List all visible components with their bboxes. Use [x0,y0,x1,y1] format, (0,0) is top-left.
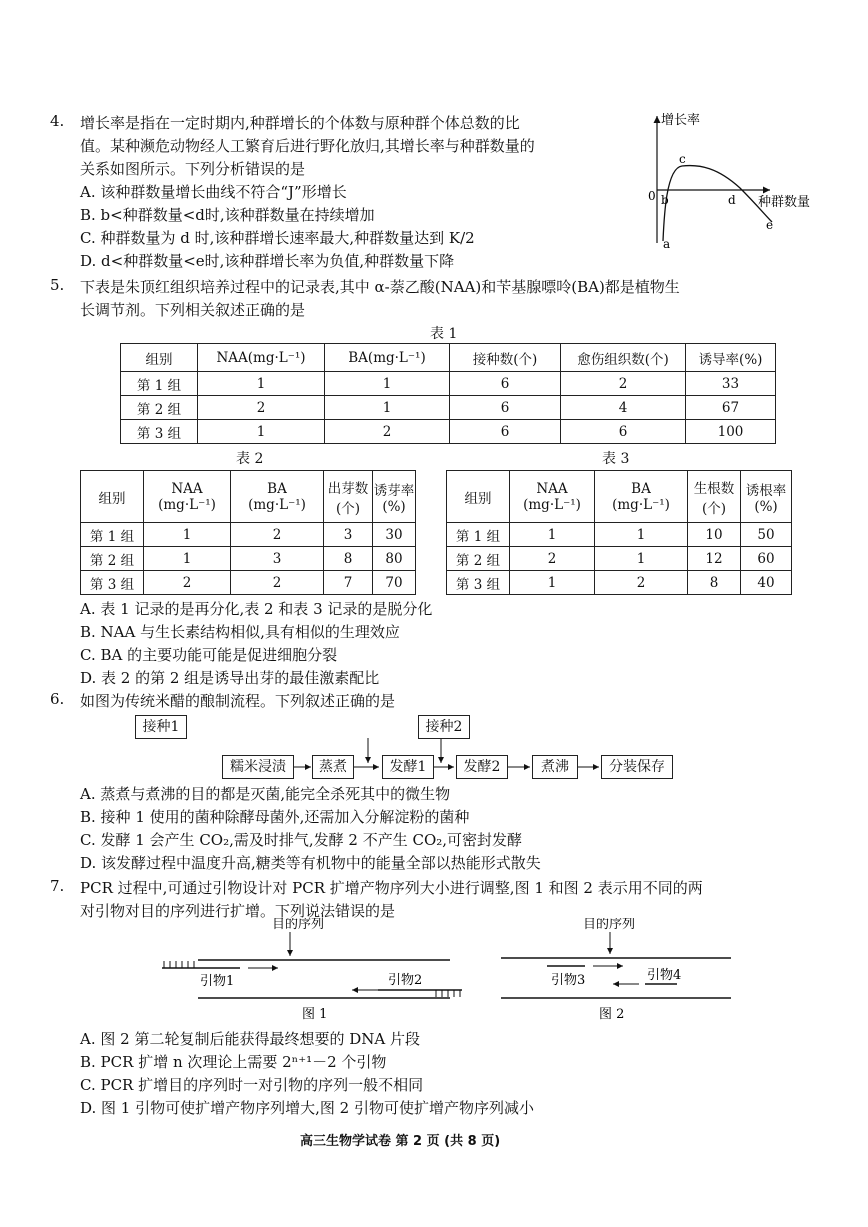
table-cell: 1 [510,523,595,547]
table-cell: 1 [198,372,325,396]
point-b-label: b [661,193,669,207]
page-footer: 高三生物学试卷 第 2 页 (共 8 页) [300,1134,501,1149]
fig2-caption: 图 2 [599,1007,625,1022]
flow-step-steam: 蒸煮 [312,755,354,779]
q7-number: 7. [50,877,65,895]
q7-stem-line-1: PCR 过程中,可通过引物设计对 PCR 扩增产物序列大小进行调整,图 1 和图 2 表示用不同的两 [80,879,703,897]
q7-figure-1 [150,918,480,1028]
table-cell: 67 [686,396,776,420]
q7-stem-line-2: 对引物对目的序列进行扩增。下列说法错误的是 [80,902,396,920]
table-cell: 10 [688,523,741,547]
table-cell: 1 [325,372,450,396]
table-cell: 2 [325,420,450,444]
fig2-primer-3-label: 引物3 [551,973,586,988]
q6-option-c[interactable]: C. 发酵 1 会产生 CO₂,需及时排气,发酵 2 不产生 CO₂,可密封发酵 [80,831,523,849]
table-row [121,372,776,396]
table-cell: 2 [510,547,595,571]
fig2-primer-4-label: 引物4 [647,968,682,983]
table1-title: 表 1 [430,326,458,342]
table3-header: BA (mg·L⁻¹) [595,471,688,523]
table2-header: NAA (mg·L⁻¹) [144,471,231,523]
x-axis-label: 种群数量 [758,195,811,210]
fig2-target-label: 目的序列 [583,918,636,932]
q4-option-a[interactable]: A. 该种群数量增长曲线不符合“J”形增长 [80,183,347,201]
table-cell: 第 2 组 [121,396,198,420]
q7-option-a[interactable]: A. 图 2 第二轮复制后能获得最终想要的 DNA 片段 [80,1030,420,1048]
q5-option-d[interactable]: D. 表 2 的第 2 组是诱导出芽的最佳激素配比 [80,669,380,687]
q6-option-b[interactable]: B. 接种 1 使用的菌种除酵母菌外,还需加入分解淀粉的菌种 [80,808,470,826]
table1-header: 愈伤组织数(个) [561,344,686,372]
q7-option-c[interactable]: C. PCR 扩增目的序列时一对引物的序列一般不相同 [80,1076,424,1094]
table2-title: 表 2 [236,451,264,467]
table-cell: 8 [688,571,741,595]
flow-input-inoculation-2: 接种2 [418,715,470,739]
growth-curve [663,166,772,241]
table2 [80,470,416,595]
table3 [446,470,792,595]
q5-option-a[interactable]: A. 表 1 记录的是再分化,表 2 和表 3 记录的是脱分化 [80,600,433,618]
table-cell: 1 [595,523,688,547]
table-cell: 第 2 组 [447,547,510,571]
table-cell: 2 [231,523,324,547]
table-cell: 8 [324,547,373,571]
table2-header: 组别 [81,471,144,523]
table-cell: 1 [510,571,595,595]
table-row [121,420,776,444]
table3-header: NAA (mg·L⁻¹) [510,471,595,523]
table1-header: BA(mg·L⁻¹) [325,344,450,372]
q7-option-d[interactable]: D. 图 1 引物可使扩增产物序列增大,图 2 引物可使扩增产物序列减小 [80,1099,534,1117]
q4-stem-line-1: 增长率是指在一定时期内,种群增长的个体数与原种群个体总数的比 [80,114,520,132]
table-row [81,571,416,595]
q6-number: 6. [50,690,65,708]
table-cell: 第 1 组 [447,523,510,547]
table-row [447,571,792,595]
table2-header: BA (mg·L⁻¹) [231,471,324,523]
q5-option-b[interactable]: B. NAA 与生长素结构相似,具有相似的生理效应 [80,623,400,641]
table-cell: 第 3 组 [447,571,510,595]
table3-title: 表 3 [602,451,630,467]
table-cell: 12 [688,547,741,571]
q4-number: 4. [50,112,65,130]
y-axis-label: 增长率 [661,113,701,128]
table-cell: 2 [198,396,325,420]
flow-input-inoculation-1: 接种1 [135,715,187,739]
table-cell: 2 [561,372,686,396]
table1-header: 诱导率(%) [686,344,776,372]
table-cell: 6 [561,420,686,444]
table-cell: 1 [144,523,231,547]
table1-header: 组别 [121,344,198,372]
q6-option-a[interactable]: A. 蒸煮与煮沸的目的都是灭菌,能完全杀死其中的微生物 [80,785,451,803]
q5-number: 5. [50,276,65,294]
table-cell: 6 [450,372,561,396]
table-cell: 第 1 组 [121,372,198,396]
table-cell: 第 1 组 [81,523,144,547]
table-cell: 2 [595,571,688,595]
table-cell: 50 [741,523,792,547]
fig1-primer-1-label: 引物1 [200,974,235,989]
q6-option-d[interactable]: D. 该发酵过程中温度升高,糖类等有机物中的能量全部以热能形式散失 [80,854,541,872]
table3-header: 组别 [447,471,510,523]
table-row [447,523,792,547]
table-cell: 80 [373,547,416,571]
q4-stem-line-3: 关系如图所示。下列分析错误的是 [80,160,306,178]
table-row [121,396,776,420]
q7-figure-2 [495,918,745,1028]
table-cell: 70 [373,571,416,595]
q4-option-d[interactable]: D. d<种群数量<e时,该种群增长率为负值,种群数量下降 [80,252,455,270]
point-c-label: c [679,152,686,166]
q4-option-b[interactable]: B. b<种群数量<d时,该种群数量在持续增加 [80,206,375,224]
table-cell: 第 3 组 [121,420,198,444]
table-cell: 2 [231,571,324,595]
table3-header: 生根数 (个) [688,471,741,523]
table-cell: 7 [324,571,373,595]
q4-option-c[interactable]: C. 种群数量为 d 时,该种群增长速率最大,种群数量达到 K/2 [80,229,475,247]
table-cell: 1 [595,547,688,571]
table-cell: 3 [324,523,373,547]
table1-header: NAA(mg·L⁻¹) [198,344,325,372]
table1-header: 接种数(个) [450,344,561,372]
flow-step-ferment-2: 发酵2 [456,755,508,779]
table2-header: 诱芽率 (%) [373,471,416,523]
table-cell: 60 [741,547,792,571]
fig1-primer-2-label: 引物2 [388,973,423,988]
table-cell: 33 [686,372,776,396]
q4-stem-line-2: 值。某种濒危动物经人工繁育后进行野化放归,其增长率与种群数量的 [80,137,535,155]
table-cell: 100 [686,420,776,444]
flow-step-soak: 糯米浸渍 [222,755,294,779]
q6-stem: 如图为传统米醋的酿制流程。下列叙述正确的是 [80,692,396,710]
table3-header: 诱根率 (%) [741,471,792,523]
table-cell: 40 [741,571,792,595]
flow-step-boil: 煮沸 [532,755,578,779]
table-cell: 1 [325,396,450,420]
fig1-target-label: 目的序列 [272,918,325,932]
point-d-label: d [728,193,736,207]
flow-step-package: 分装保存 [601,755,673,779]
table1 [120,343,776,444]
point-a-label: a [663,237,671,251]
table-cell: 3 [231,547,324,571]
q7-option-b[interactable]: B. PCR 扩增 n 次理论上需要 2ⁿ⁺¹－2 个引物 [80,1053,387,1071]
q5-option-c[interactable]: C. BA 的主要功能可能是促进细胞分裂 [80,646,338,664]
origin-label: 0 [648,189,656,203]
point-e-label: e [766,218,774,232]
q4-growth-rate-graph [630,108,830,253]
table-cell: 6 [450,420,561,444]
table-cell: 1 [144,547,231,571]
table-cell: 第 3 组 [81,571,144,595]
q5-stem-line-2: 长调节剂。下列相关叙述正确的是 [80,301,306,319]
table-cell: 2 [144,571,231,595]
fig1-caption: 图 1 [302,1007,328,1022]
table-cell: 第 2 组 [81,547,144,571]
table-cell: 6 [450,396,561,420]
table-row [81,523,416,547]
q5-stem-line-1: 下表是朱顶红组织培养过程中的记录表,其中 α-萘乙酸(NAA)和苄基腺嘌呤(BA)都是植物生 [80,278,680,296]
flow-step-ferment-1: 发酵1 [382,755,434,779]
table-row [81,547,416,571]
table-cell: 4 [561,396,686,420]
table-cell: 30 [373,523,416,547]
table-row [447,547,792,571]
table2-header: 出芽数 (个) [324,471,373,523]
table-cell: 1 [198,420,325,444]
